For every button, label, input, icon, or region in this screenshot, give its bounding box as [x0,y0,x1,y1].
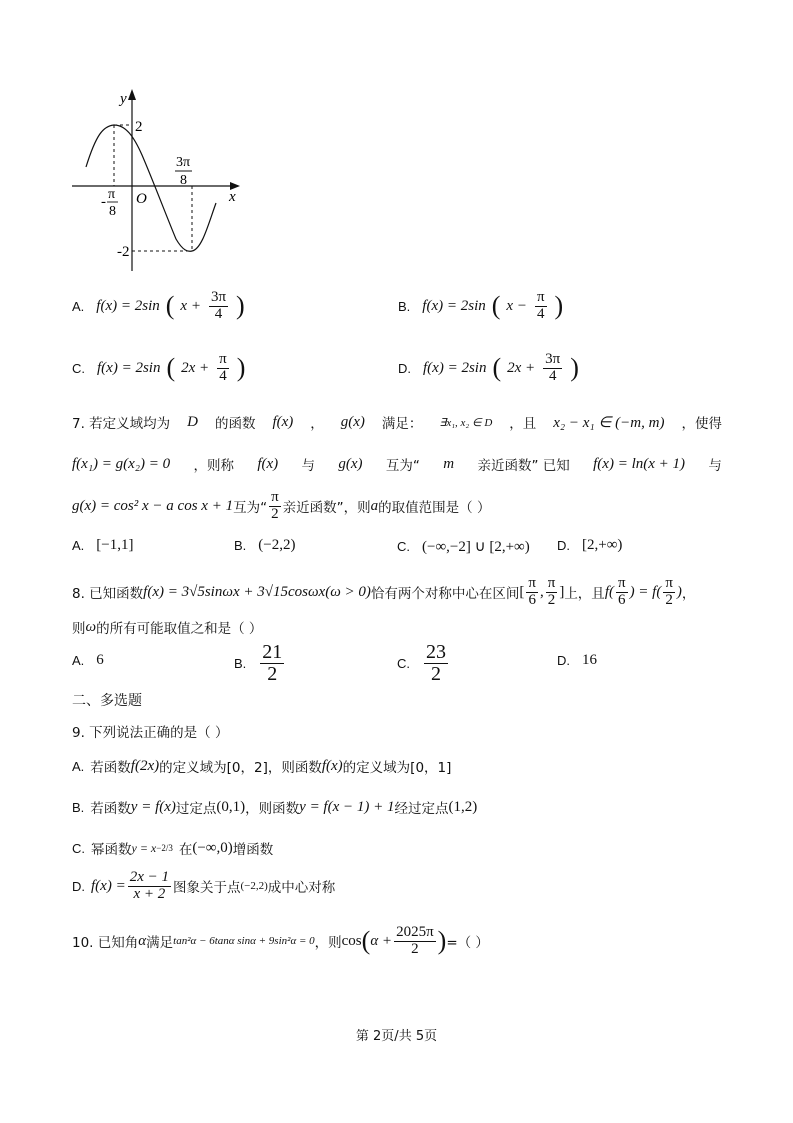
q9-stem: 9. 下列说法正确的是（ ） [72,725,229,741]
section-heading: 二、多选题 [72,693,142,709]
neg-tick-den: 8 [109,204,116,219]
q7-option-d: D. [2,+∞) [557,537,623,553]
pos-tick-den: 8 [180,173,187,188]
q7-line2: f(x₁) = g(x₂) = 0 ，则称 f(x) 与 g(x) 互为“ m 亲近函数” 已知 f(x) = ln(x + 1) 与 [72,455,722,474]
pos-tick-num: 3π [176,155,191,170]
neg-tick-num: π [108,187,116,202]
q8-option-d: D. 16 [557,652,597,668]
q7-line1: 7. 若定义域均为 D 的函数 f(x) ， g(x) 满足： ∃x₁, x₂ ∈ D ，且 x₂ − x₁ ∈ (−m, m) ，使得 [72,413,722,432]
sine-curve [86,125,216,251]
q7-option-b: B. (−2,2) [234,537,296,553]
q8-option-c: C. $\frac{23}{2}$ [397,641,446,685]
q7-option-a: A. [−1,1] [72,537,134,553]
q7-line3: g(x) = cos² x − a cos x + 1 互为“ $\frac{\pi}{2}$ 亲近函数”，则 a 的取值范围是（ ） [72,489,491,522]
q6-option-b: B. f(x) = 2sin ( x − $\frac{\pi}{4}$ ) [398,289,564,322]
q6-option-d: D. f(x) = 2sin ( 2x + $\frac{3\pi}{4}$ ) [398,351,579,384]
q9-option-d: D. f(x) = $\frac{2x - 1}{x + 2}$ 图象关于点 (−2,2) 成中心对称 [72,869,336,902]
y-axis-label: y [120,91,127,107]
q8-line2: 则 ω 的所有可能取值之和是（ ） [72,618,263,637]
page-footer: 第 2页/共 5页 [355,1029,438,1044]
min-label: -2 [117,244,130,260]
q6-option-a: A. f(x) = 2sin ( x + $\frac{3\pi}{4}$ ) [72,289,245,322]
q7-option-c: C. (−∞,−2] ∪ [2,+∞) [397,539,530,555]
max-label: 2 [135,119,143,135]
q9-option-a: A. 若函数 f(2x) 的定义域为[0，2]，则函数 f(x) 的定义域为[0，1] [72,757,452,776]
q8-line1: 8. 已知函数 f(x) = 3√5sinωx + 3√15cosωx(ω > 0) 恰有两个对称中心在区间 [ $\frac{\pi}{6}$ , $\frac{\pi}{2}$ ] 上，且 f( $\frac{\pi}{6}$ ) = f( $\frac{\pi}{2}$ ) ， [72,575,696,608]
y-axis-arrow [128,89,136,100]
q9-option-b: B. 若函数 y = f(x) 过定点 (0,1) ，则函数 y = f(x − 1) + 1 经过定点 (1,2) [72,798,478,817]
q8-option-b: B. $\frac{21}{2}$ [234,641,283,685]
q9-option-c: C. 幂函数 y = x −2/3 在 (−∞,0) 增函数 [72,839,274,858]
origin-label: O [136,191,147,207]
q6-option-c: C. f(x) = 2sin ( 2x + $\frac{\pi}{4}$ ) [72,351,246,384]
neg-sign: - [101,194,106,210]
q8-option-a: A. 6 [72,652,104,668]
x-axis-label: x [229,189,236,205]
sine-graph [70,85,250,275]
q10-line: 10. 已知角 α 满足 tan²α − 6tanα sinα + 9sin²α = 0 ，则 cos ( α + $\frac{2025\pi}{2}$ ) =（ ） [72,924,489,957]
